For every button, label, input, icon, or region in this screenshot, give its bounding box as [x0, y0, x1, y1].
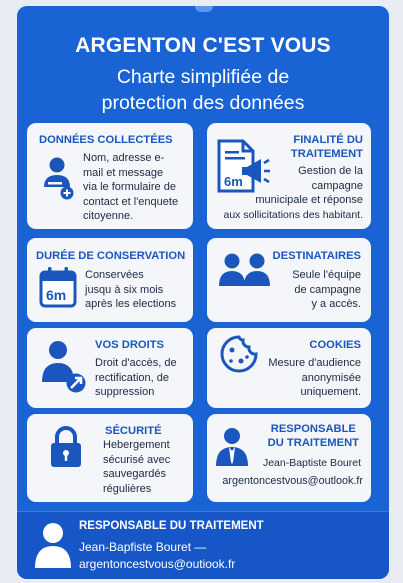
- card-destinataires: [207, 238, 371, 322]
- person-icon: [33, 521, 73, 569]
- card-title: SÉCURITÉ: [105, 425, 162, 437]
- card-text-line: mail et message: [83, 166, 164, 179]
- card-text: [103, 438, 191, 496]
- card-text-line: Gestion de la: [298, 165, 363, 177]
- top-tab: [195, 6, 213, 12]
- subtitle-line-1: Charte simplifiée de: [116, 66, 290, 88]
- person-suit-icon: [215, 426, 249, 466]
- icon-label: 6m: [46, 287, 67, 303]
- card-title: DURÉE DE CONSERVATION: [36, 250, 186, 262]
- icon-label: 6m: [224, 174, 243, 189]
- card-title-line: RESPONSABLE: [270, 423, 356, 435]
- card-title-line: TRAITEMENT: [290, 148, 363, 160]
- charter-poster: [17, 6, 389, 579]
- card-text: [241, 356, 361, 400]
- card-duree-conservation: [27, 238, 193, 322]
- card-text-line: citoyenne.: [83, 210, 134, 222]
- card-title: VOS DROITS: [95, 339, 164, 351]
- card-text: [261, 268, 361, 312]
- card-text-line: municipale et réponse: [255, 194, 363, 206]
- card-text: [95, 356, 191, 400]
- card-text-line: rectification, de: [95, 371, 169, 384]
- user-add-icon: [41, 155, 77, 201]
- card-text-line: anonymisée: [301, 371, 361, 384]
- card-vos-droits: [27, 328, 193, 408]
- card-donnees-collectees: [27, 123, 193, 229]
- footer-name: Jean-Bapfiste Bouret —: [79, 540, 207, 554]
- card-text-line: aux sollicitations des habitant.: [223, 208, 363, 221]
- card-title-line: FINALITÉ DU: [293, 134, 363, 146]
- card-text-line: Mesure d'audience: [268, 357, 361, 369]
- card-responsable-name: Jean-Baptiste Bouret: [262, 457, 361, 469]
- card-title: DONNÉES COLLECTÉES: [39, 134, 173, 146]
- card-text: [203, 164, 363, 222]
- card-securite: [27, 414, 193, 502]
- calendar-icon: [39, 266, 77, 308]
- card-title-line: DU TRAITEMENT: [267, 437, 359, 449]
- card-title: [291, 133, 363, 161]
- card-responsable-email: argentoncestvous@outlook.fr: [222, 475, 363, 487]
- card-text-line: Nom, adresse e-: [83, 152, 165, 164]
- card-text-line: après les elections: [85, 298, 177, 310]
- card-finalite: [207, 123, 371, 229]
- card-text-line: Seule l'équipe: [292, 269, 361, 281]
- card-text-line: Droit d'accès, de: [95, 357, 177, 369]
- card-text-line: de campagne: [294, 283, 361, 296]
- card-text-line: campagne: [311, 179, 363, 192]
- page-subtitle: [17, 64, 389, 116]
- footer-email: argentoncestvous@outiook.fr: [79, 557, 236, 571]
- footer-title: RESPONSABLE DU TRAITEMENT: [79, 520, 264, 532]
- card-title: DESTINATAIRES: [272, 250, 361, 262]
- card-text-line: sécurisé avec: [103, 453, 171, 466]
- card-title: COOKIES: [309, 339, 361, 351]
- card-text-line: suppression: [95, 386, 155, 398]
- card-text-line: Conservées: [85, 269, 144, 281]
- card-text-line: y a accès.: [311, 298, 361, 310]
- page-title: ARGENTON C'EST VOUS: [75, 34, 331, 57]
- card-cookies: [207, 328, 371, 408]
- card-text-line: contact et l'enquete: [83, 195, 179, 208]
- card-text: [85, 268, 191, 312]
- card-text-line: jusqu à six mois: [85, 283, 164, 296]
- footer-divider: [17, 511, 389, 512]
- card-text-line: via le formulaire de: [83, 181, 176, 193]
- lock-icon: [49, 426, 83, 468]
- card-text-line: uniquement.: [300, 386, 361, 398]
- card-text-line: Hebergement: [103, 439, 170, 451]
- card-text-line: sauvegardés: [103, 468, 166, 480]
- user-arrow-icon: [41, 338, 87, 394]
- card-text-line: régulières: [103, 482, 152, 495]
- card-title: [268, 422, 359, 450]
- card-text: [83, 151, 191, 224]
- subtitle-line-2: protection des données: [101, 92, 305, 114]
- card-responsable: [207, 414, 371, 502]
